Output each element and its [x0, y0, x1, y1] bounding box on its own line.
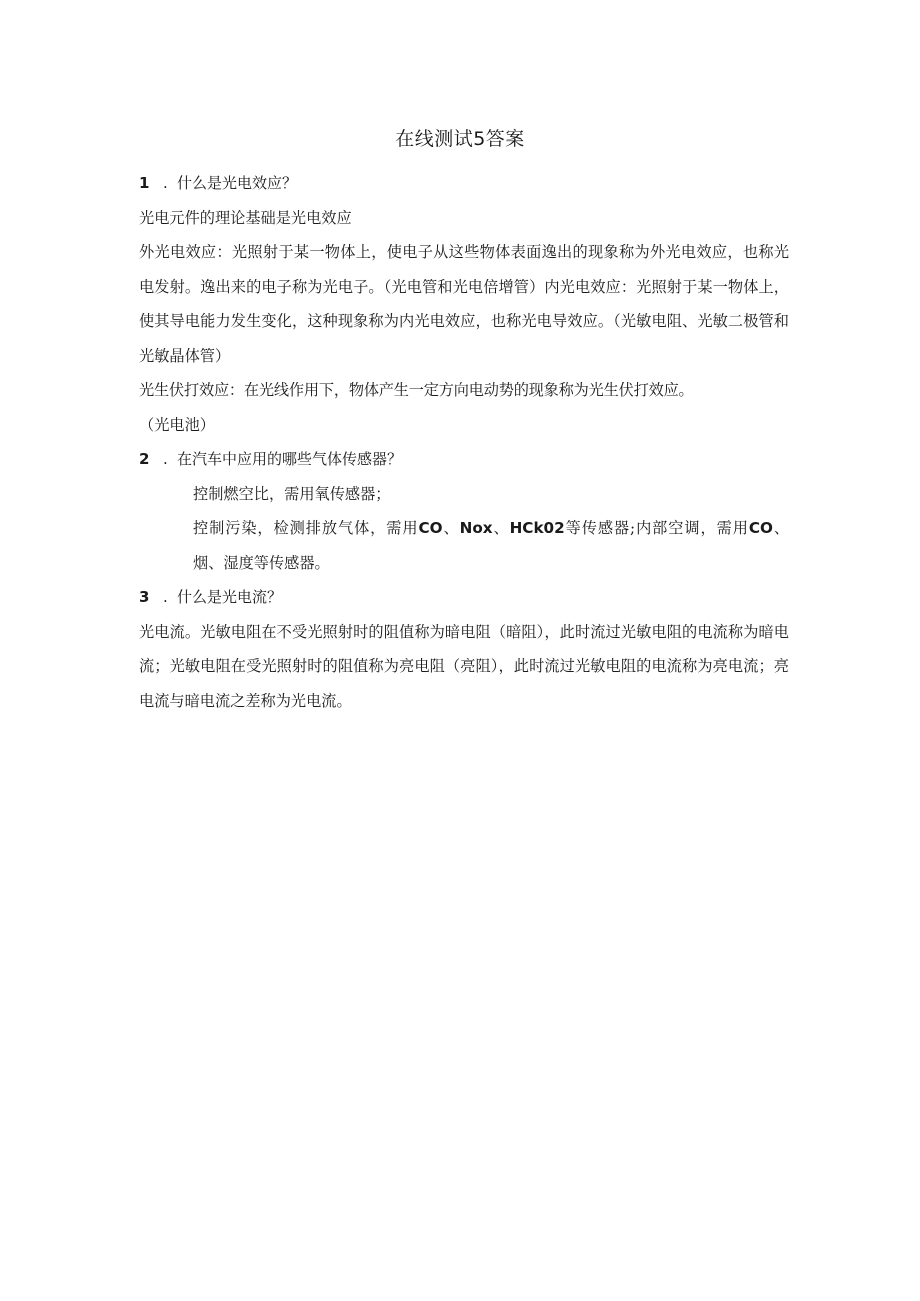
question-number: 2 [139, 450, 150, 468]
gas-name: HCk02 [509, 519, 565, 537]
gas-name: CO [748, 519, 773, 537]
gas-name: CO [418, 519, 443, 537]
answer-text: 、烟、湿度等传感器。 [193, 519, 790, 572]
list-dot: . [163, 450, 168, 468]
answer-text: 等传感器;内部空调，需用 [564, 519, 749, 537]
answer-paragraph: （光电池） [139, 415, 215, 434]
answer-paragraph: 光电流。光敏电阻在不受光照射时的阻值称为暗电阻（暗阻），此时流过光敏电阻的电流称为暗电流；光敏电阻在受光照射时的阻值称为亮电阻（亮阻），此时流过光敏电阻的电流称为亮电流；亮电流与暗电流之差称为光电流。 [139, 622, 789, 710]
gas-name: Nox [459, 519, 493, 537]
question-number: 1 [139, 174, 150, 192]
question-text: 在汽车中应用的哪些气体传感器？ [177, 450, 403, 468]
question-number: 3 [139, 588, 150, 606]
question-1-heading [139, 166, 789, 201]
answer-paragraph [139, 511, 789, 580]
list-dot: . [163, 588, 168, 606]
question-text: 什么是光电效应？ [177, 174, 298, 192]
page-title: 在线测试5答案 [395, 128, 525, 150]
separator: 、 [492, 519, 510, 537]
question-2-heading [139, 442, 789, 477]
question-text: 什么是光电流？ [177, 588, 283, 606]
separator: 、 [442, 519, 460, 537]
document-body [139, 166, 789, 718]
answer-paragraph: 控制燃空比，需用氧传感器； [193, 484, 391, 503]
question-3-heading [139, 580, 789, 615]
list-dot: . [163, 174, 168, 192]
answer-text: 控制污染，检测排放气体，需用 [193, 519, 419, 537]
answer-paragraph: 光生伏打效应：在光线作用下，物体产生一定方向电动势的现象称为光生伏打效应。 [139, 381, 694, 399]
answer-paragraph: 光电元件的理论基础是光电效应 [139, 208, 352, 227]
answer-paragraph: 外光电效应：光照射于某一物体上，使电子从这些物体表面逸出的现象称为外光电效应，也称光电发射。逸出来的电子称为光电子。（光电管和光电倍增管）内光电效应：光照射于某一物体上，使其导电能力发生变化，这种现象称为内光电效应，也称光电导效应。（光敏电阻、光敏二极管和光敏晶体管） [139, 243, 789, 365]
